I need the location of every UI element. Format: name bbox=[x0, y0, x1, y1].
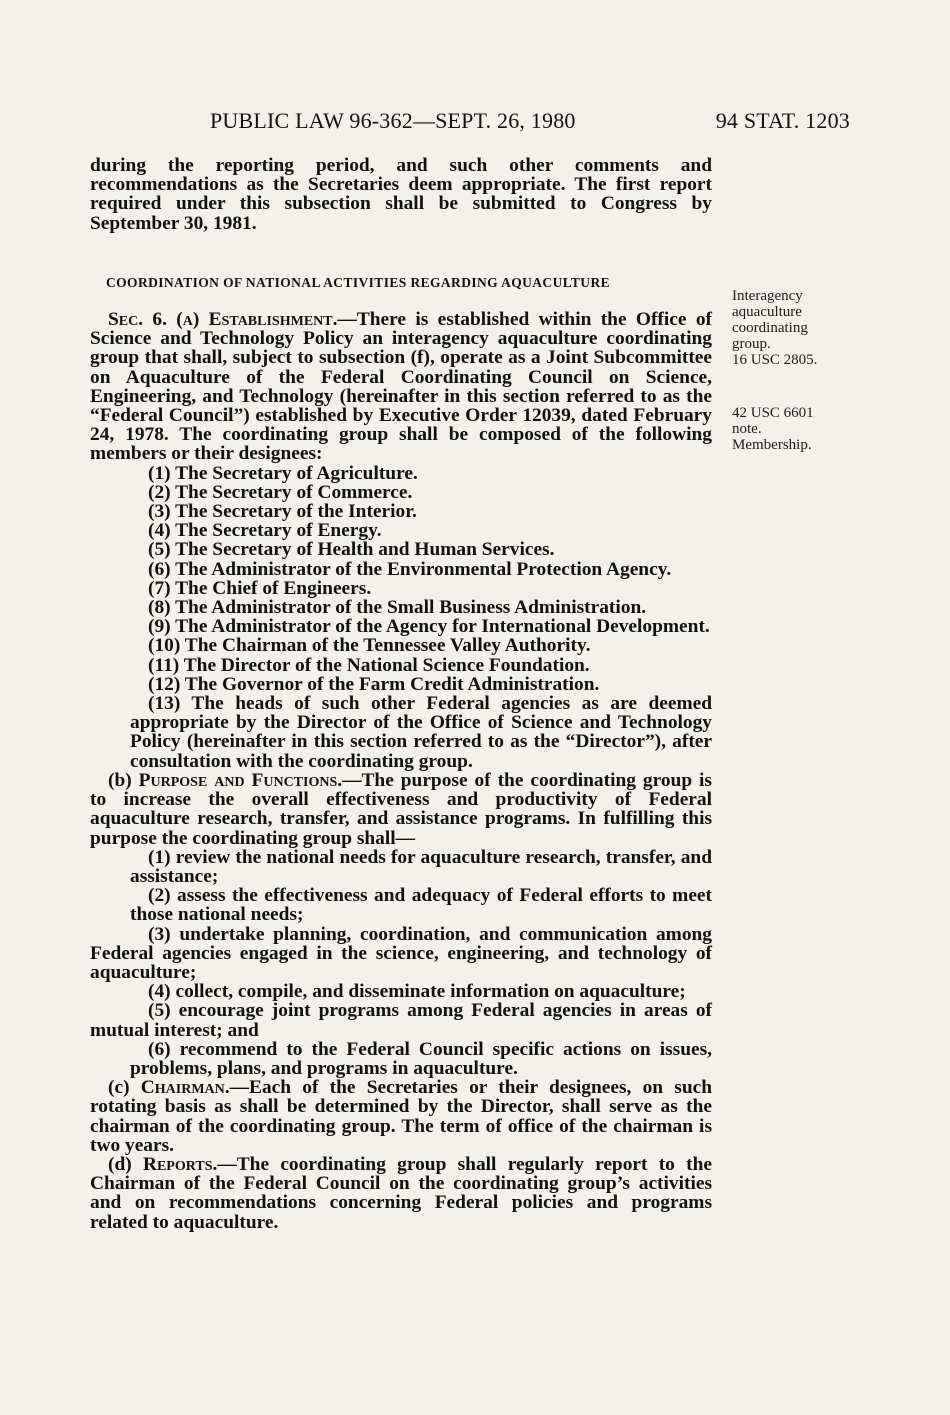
subsection-d-prefix: (d) bbox=[108, 1153, 132, 1175]
margin-line: aquaculture bbox=[732, 304, 802, 320]
margin-line: group. bbox=[732, 336, 771, 352]
margin-line: Membership. bbox=[732, 437, 812, 453]
function-item: (1) review the national needs for aquaculture research, transfer, and assistance; bbox=[130, 846, 712, 887]
member-item: (5) The Secretary of Health and Human Services. bbox=[148, 539, 555, 561]
subsection-c-prefix: (c) bbox=[108, 1077, 130, 1099]
subsection-c bbox=[90, 1078, 712, 1155]
margin-line: note. bbox=[732, 421, 762, 437]
subsection-b-label: Purpose and Functions. bbox=[138, 769, 343, 791]
member-item: (1) The Secretary of Agriculture. bbox=[148, 462, 418, 484]
subsection-b bbox=[90, 771, 712, 848]
body-text bbox=[90, 156, 712, 1232]
member-item: (7) The Chief of Engineers. bbox=[148, 577, 372, 599]
function-item: (3) undertake planning, coordination, and communication among Federal agencies engaged in the science, engineering, and technology of aquaculture; bbox=[90, 923, 712, 983]
subsection-a bbox=[90, 310, 712, 464]
member-item: (13) The heads of such other Federal agencies as are deemed appropriate by the Director of the Office of Science and Technology Policy (hereinafter in this section referred to as the “Director”), after consultation with the coordinating group. bbox=[130, 693, 712, 772]
member-item: (9) The Administrator of the Agency for International Development. bbox=[148, 616, 710, 638]
member-item: (6) The Administrator of the Environmental Protection Agency. bbox=[148, 558, 672, 580]
margin-note-membership bbox=[732, 405, 842, 453]
header-stat-page: 94 STAT. 1203 bbox=[715, 108, 850, 133]
section-number: Sec. 6. (a) bbox=[108, 309, 200, 331]
subsection-a-text: —There is established within the Office of Science and Technology Policy an interagency aquaculture coordinating group that shall, subject to subsection (f), operate as a Joint Subcommittee on Aquaculture of the Federal Coordinating Council on Science, Engineering, and Technology (hereinafter in this section referred to as the “Federal Council”) established by Executive Order 12039, dated February 24, 1978. The coordinating group shall be composed of the following members or their designees: bbox=[90, 309, 712, 465]
subsection-d bbox=[90, 1155, 712, 1232]
member-item: (3) The Secretary of the Interior. bbox=[148, 501, 417, 523]
margin-line: 16 USC 2805. bbox=[732, 352, 818, 368]
margin-line: 42 USC 6601 bbox=[732, 405, 814, 421]
member-item: (12) The Governor of the Farm Credit Administration. bbox=[148, 673, 600, 695]
subsection-a-label: Establishment. bbox=[208, 309, 338, 331]
margin-line: Interagency bbox=[732, 288, 803, 304]
function-item: (6) recommend to the Federal Council specific actions on issues, problems, plans, and programs in aquaculture. bbox=[130, 1038, 712, 1079]
member-item: (10) The Chairman of the Tennessee Valley Authority. bbox=[148, 635, 591, 657]
subsection-c-label: Chairman. bbox=[140, 1077, 230, 1099]
function-item: (5) encourage joint programs among Federal agencies in areas of mutual interest; and bbox=[90, 1000, 712, 1041]
running-header bbox=[200, 108, 850, 138]
subsection-b-text: —The purpose of the coordinating group is to increase the overall effectiveness and productivity of Federal aquaculture research, transfer, and assistance programs. In fulfilling this purpose the coordinating group shall— bbox=[90, 769, 712, 849]
member-item: (11) The Director of the National Science Foundation. bbox=[148, 654, 590, 676]
member-item: (8) The Administrator of the Small Business Administration. bbox=[148, 597, 647, 619]
section-heading: COORDINATION OF NATIONAL ACTIVITIES REGARDING AQUACULTURE bbox=[106, 274, 611, 290]
header-title: PUBLIC LAW 96-362—SEPT. 26, 1980 bbox=[210, 108, 576, 133]
continuation-paragraph: during the reporting period, and such other comments and recommendations as the Secretaries deem appropriate. The first report required under this subsection shall be submitted to Congress by September 30, 1981. bbox=[90, 155, 712, 234]
subsection-d-label: Reports. bbox=[142, 1153, 218, 1175]
subsection-c-text: —Each of the Secretaries or their designees, on such rotating basis as shall be determined by the Director, shall serve as the chairman of the coordinating group. The term of office of the chairman is two years. bbox=[90, 1077, 713, 1156]
function-item: (2) assess the effectiveness and adequacy of Federal efforts to meet those national needs; bbox=[130, 885, 712, 926]
member-item: (2) The Secretary of Commerce. bbox=[148, 481, 413, 503]
margin-note-interagency bbox=[732, 288, 842, 368]
subsection-b-prefix: (b) bbox=[108, 769, 132, 791]
member-item: (4) The Secretary of Energy. bbox=[148, 520, 382, 542]
function-item: (4) collect, compile, and disseminate information on aquaculture; bbox=[148, 981, 686, 1003]
subsection-d-text: —The coordinating group shall regularly report to the Chairman of the Federal Council on the coordinating group’s activities and on recommendations concerning Federal policies and programs related to aquaculture. bbox=[90, 1153, 712, 1233]
margin-line: coordinating bbox=[732, 320, 808, 336]
